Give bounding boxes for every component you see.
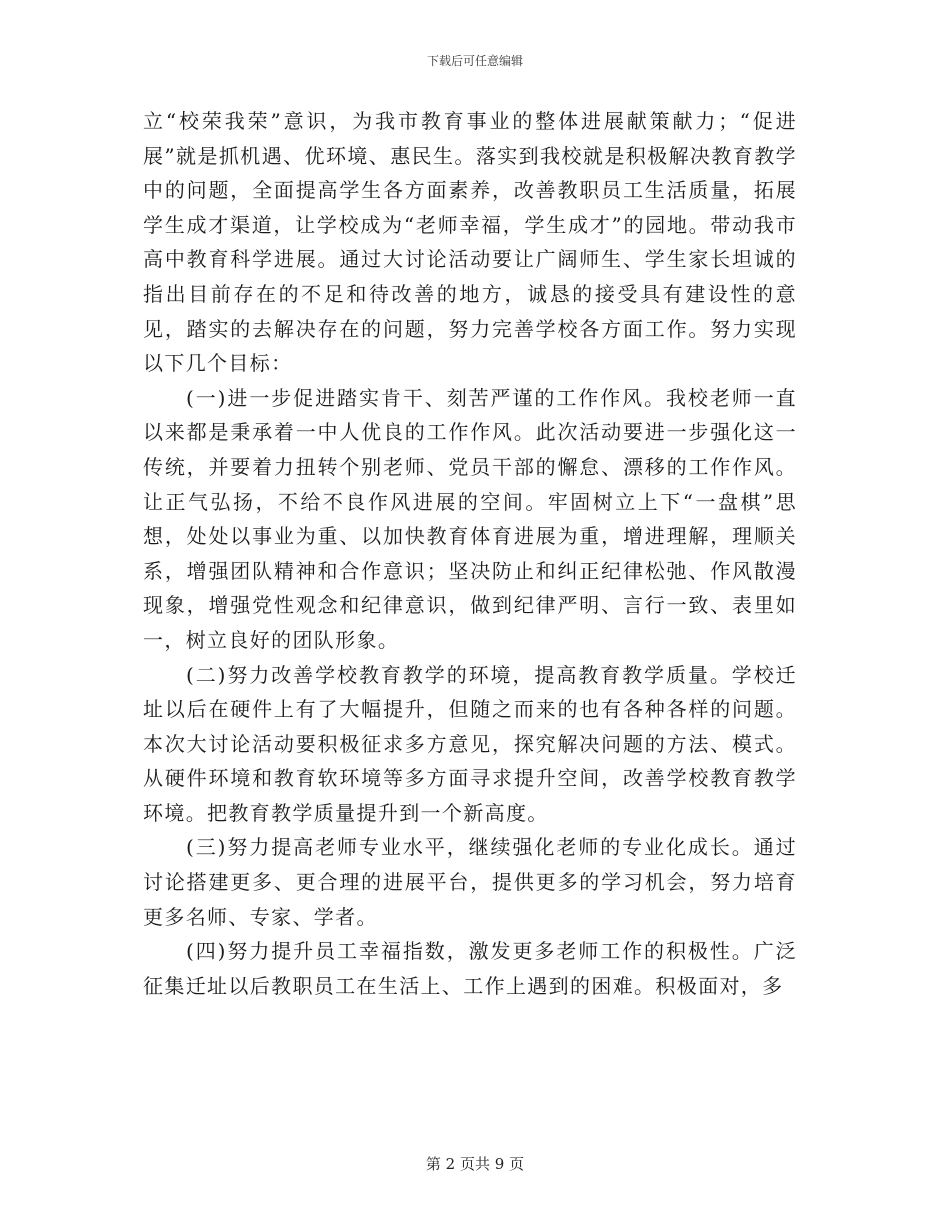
paragraph-goal-1: (一)进一步促进踏实肯干、刻苦严谨的工作作风。我校老师一直以来都是秉承着一中人优良的工作作风。此次活动要进一步强化这一传统，并要着力扭转个别老师、党员干部的懈怠、漂移的工作作风。让正气弘扬，不给不良作风进展的空间。牢固树立上下“一盘棋”思想，处处以事业为重、以加快教育体育进展为重，增进理解，理顺关系，增强团队精神和合作意识；坚决防止和纠正纪律松弛、作风散漫现象，增强党性观念和纪律意识，做到纪律严明、言行一致、表里如一，树立良好的团队形象。	[143, 385, 797, 652]
page-header: 下载后可任意编辑	[426, 54, 523, 68]
page-footer: 第 2 页共 9 页	[425, 1155, 525, 1173]
paragraph-goal-3: (三)努力提高老师专业水平，继续强化老师的专业化成长。通过讨论搭建更多、更合理的进展平台，提供更多的学习机会，努力培育更多名师、专家、学者。	[143, 835, 797, 929]
document-body	[143, 104, 797, 1003]
paragraph-goal-4: (四)努力提升员工幸福指数，激发更多老师工作的积极性。广泛征集迁址以后教职员工在生活上、工作上遇到的困难。积极面对，多	[143, 939, 797, 998]
paragraph-continuation: 立“校荣我荣”意识，为我市教育事业的整体进展献策献力；“促进展”就是抓机遇、优环境、惠民生。落实到我校就是积极解决教育教学中的问题，全面提高学生各方面素养，改善教职员工生活质量，拓展学生成才渠道，让学校成为“老师幸福，学生成才”的园地。带动我市高中教育科学进展。通过大讨论活动要让广阔师生、学生家长坦诚的指出目前存在的不足和待改善的地方，诚恳的接受具有建设性的意见，踏实的去解决存在的问题，努力完善学校各方面工作。努力实现以下几个目标：	[143, 109, 797, 376]
paragraph-goal-2: (二)努力改善学校教育教学的环境，提高教育教学质量。学校迁址以后在硬件上有了大幅提升，但随之而来的也有各种各样的问题。本次大讨论活动要积极征求多方意见，探究解决问题的方法、模式。从硬件环境和教育软环境等多方面寻求提升空间，改善学校教育教学环境。把教育教学质量提升到一个新高度。	[143, 662, 797, 825]
